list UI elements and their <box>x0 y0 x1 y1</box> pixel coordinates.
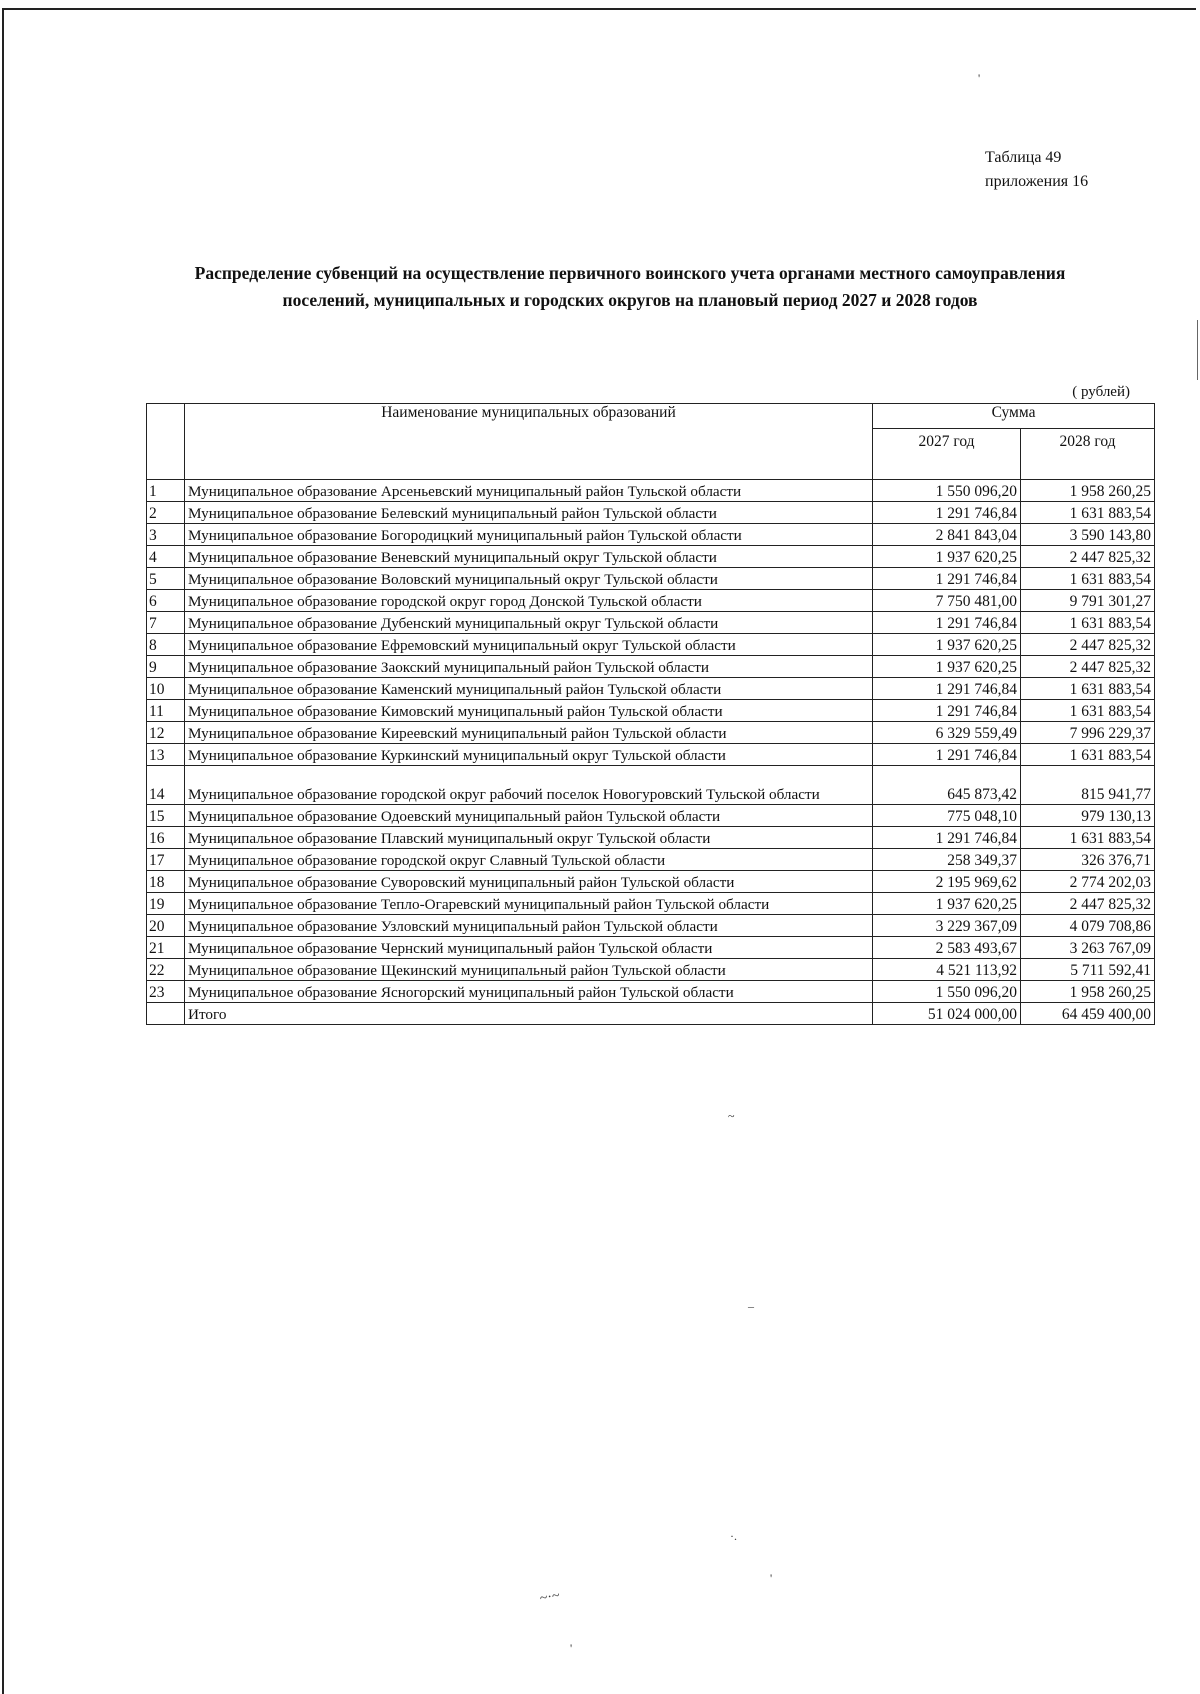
table-row <box>147 524 1155 546</box>
row-2027: 6 329 559,49 <box>873 722 1021 744</box>
row-2027: 1 937 620,25 <box>873 546 1021 568</box>
row-number: 23 <box>147 981 185 1003</box>
row-2028: 2 447 825,32 <box>1021 656 1155 678</box>
table-row <box>147 502 1155 524</box>
row-2027: 1 937 620,25 <box>873 656 1021 678</box>
scan-scribble: ~·~ <box>538 1588 561 1607</box>
title-line-1: Распределение субвенций на осуществление первичного воинского учета органами местного самоуправления <box>194 263 1066 283</box>
row-name: Муниципальное образование Веневский муниципальный округ Тульской области <box>185 546 873 568</box>
row-number: 4 <box>147 546 185 568</box>
row-name: Муниципальное образование Богородицкий муниципальный район Тульской области <box>185 524 873 546</box>
row-name: Муниципальное образование Щекинский муниципальный район Тульской области <box>185 959 873 981</box>
table-row <box>147 678 1155 700</box>
scan-edge-mark <box>1197 320 1198 380</box>
header-name: Наименование муниципальных образований <box>185 404 873 480</box>
row-2027: 645 873,42 <box>873 766 1021 805</box>
row-2027: 1 937 620,25 <box>873 893 1021 915</box>
row-name: Муниципальное образование Чернский муниципальный район Тульской области <box>185 937 873 959</box>
row-2027: 1 291 746,84 <box>873 827 1021 849</box>
row-number: 19 <box>147 893 185 915</box>
row-name: Муниципальное образование Заокский муниципальный район Тульской области <box>185 656 873 678</box>
scan-speck: ' <box>770 1571 773 1585</box>
table-row <box>147 827 1155 849</box>
table-number: Таблица 49 <box>985 149 1062 166</box>
row-number: 1 <box>147 480 185 502</box>
row-2028: 2 447 825,32 <box>1021 634 1155 656</box>
row-number: 20 <box>147 915 185 937</box>
document-title <box>140 260 1120 314</box>
row-name: Муниципальное образование Одоевский муниципальный район Тульской области <box>185 805 873 827</box>
row-2028: 815 941,77 <box>1021 766 1155 805</box>
row-2028: 3 590 143,80 <box>1021 524 1155 546</box>
table-row <box>147 959 1155 981</box>
row-number: 10 <box>147 678 185 700</box>
row-2027: 1 937 620,25 <box>873 634 1021 656</box>
table-row <box>147 656 1155 678</box>
row-name: Муниципальное образование Тепло-Огаревский муниципальный район Тульской области <box>185 893 873 915</box>
row-2028: 1 958 260,25 <box>1021 981 1155 1003</box>
table-row <box>147 722 1155 744</box>
table-row <box>147 480 1155 502</box>
row-2027: 2 195 969,62 <box>873 871 1021 893</box>
table-total-row <box>147 1003 1155 1025</box>
units-label: ( рублей) <box>1072 384 1130 400</box>
table-row <box>147 634 1155 656</box>
row-name: Муниципальное образование Дубенский муниципальный округ Тульской области <box>185 612 873 634</box>
row-name: Муниципальное образование Плавский муниципальный округ Тульской области <box>185 827 873 849</box>
table-row <box>147 546 1155 568</box>
row-number: 11 <box>147 700 185 722</box>
row-2028: 5 711 592,41 <box>1021 959 1155 981</box>
row-2027: 3 229 367,09 <box>873 915 1021 937</box>
row-2028: 9 791 301,27 <box>1021 590 1155 612</box>
row-name: Муниципальное образование Куркинский муниципальный округ Тульской области <box>185 744 873 766</box>
table-row <box>147 915 1155 937</box>
row-name: Муниципальное образование Киреевский муниципальный район Тульской области <box>185 722 873 744</box>
total-index <box>147 1003 185 1025</box>
scan-speck: ~ <box>728 1109 735 1123</box>
row-2028: 2 447 825,32 <box>1021 546 1155 568</box>
row-2027: 258 349,37 <box>873 849 1021 871</box>
row-2028: 979 130,13 <box>1021 805 1155 827</box>
row-2027: 1 291 746,84 <box>873 568 1021 590</box>
table-row <box>147 849 1155 871</box>
row-number: 7 <box>147 612 185 634</box>
header-index-cell <box>147 404 185 480</box>
row-2027: 1 291 746,84 <box>873 612 1021 634</box>
row-2027: 1 550 096,20 <box>873 981 1021 1003</box>
row-name: Муниципальное образование Узловский муниципальный район Тульской области <box>185 915 873 937</box>
row-2028: 1 958 260,25 <box>1021 480 1155 502</box>
row-2028: 1 631 883,54 <box>1021 612 1155 634</box>
header-2027: 2027 год <box>873 429 1021 480</box>
row-2027: 1 550 096,20 <box>873 480 1021 502</box>
table-reference <box>985 146 1088 194</box>
row-2028: 1 631 883,54 <box>1021 502 1155 524</box>
row-number: 15 <box>147 805 185 827</box>
row-number: 21 <box>147 937 185 959</box>
subvention-table <box>146 403 1155 1025</box>
scan-speck: ' <box>978 71 981 85</box>
table-row <box>147 612 1155 634</box>
row-number: 12 <box>147 722 185 744</box>
row-2028: 1 631 883,54 <box>1021 568 1155 590</box>
row-number: 22 <box>147 959 185 981</box>
row-number: 9 <box>147 656 185 678</box>
table-row <box>147 893 1155 915</box>
row-name: Муниципальное образование городской округ рабочий поселок Новогуровский Тульской области <box>185 766 873 805</box>
header-2028: 2028 год <box>1021 429 1155 480</box>
row-name: Муниципальное образование Суворовский муниципальный район Тульской области <box>185 871 873 893</box>
appendix-number: приложения 16 <box>985 173 1089 190</box>
table-row <box>147 744 1155 766</box>
row-2027: 7 750 481,00 <box>873 590 1021 612</box>
row-name: Муниципальное образование Каменский муниципальный район Тульской области <box>185 678 873 700</box>
row-number: 2 <box>147 502 185 524</box>
row-name: Муниципальное образование Воловский муниципальный округ Тульской области <box>185 568 873 590</box>
row-number: 17 <box>147 849 185 871</box>
row-2027: 1 291 746,84 <box>873 678 1021 700</box>
row-2027: 2 841 843,04 <box>873 524 1021 546</box>
row-2028: 1 631 883,54 <box>1021 744 1155 766</box>
row-number: 8 <box>147 634 185 656</box>
table-row <box>147 937 1155 959</box>
table-body <box>147 480 1155 1025</box>
row-2028: 7 996 229,37 <box>1021 722 1155 744</box>
row-name: Муниципальное образование городской округ город Донской Тульской области <box>185 590 873 612</box>
row-2027: 1 291 746,84 <box>873 744 1021 766</box>
table-row <box>147 871 1155 893</box>
row-name: Муниципальное образование городской округ Славный Тульской области <box>185 849 873 871</box>
scan-speck: ' <box>570 1641 573 1655</box>
table-row <box>147 981 1155 1003</box>
row-2028: 1 631 883,54 <box>1021 827 1155 849</box>
table-header-row <box>147 404 1155 429</box>
row-number: 6 <box>147 590 185 612</box>
title-line-2: поселений, муниципальных и городских округов на плановый период 2027 и 2028 годов <box>282 290 978 310</box>
row-2028: 4 079 708,86 <box>1021 915 1155 937</box>
table-row <box>147 568 1155 590</box>
row-2028: 1 631 883,54 <box>1021 678 1155 700</box>
row-2027: 775 048,10 <box>873 805 1021 827</box>
row-number: 14 <box>147 766 185 805</box>
header-sum: Сумма <box>873 404 1155 429</box>
row-number: 16 <box>147 827 185 849</box>
total-label: Итого <box>185 1003 873 1025</box>
row-name: Муниципальное образование Ефремовский муниципальный округ Тульской области <box>185 634 873 656</box>
row-name: Муниципальное образование Арсеньевский муниципальный район Тульской области <box>185 480 873 502</box>
table-row <box>147 805 1155 827</box>
table-row <box>147 700 1155 722</box>
row-2028: 2 774 202,03 <box>1021 871 1155 893</box>
total-2027: 51 024 000,00 <box>873 1003 1021 1025</box>
row-2027: 1 291 746,84 <box>873 502 1021 524</box>
row-2028: 3 263 767,09 <box>1021 937 1155 959</box>
row-2027: 1 291 746,84 <box>873 700 1021 722</box>
row-2028: 2 447 825,32 <box>1021 893 1155 915</box>
table-row <box>147 766 1155 805</box>
row-number: 13 <box>147 744 185 766</box>
row-2027: 2 583 493,67 <box>873 937 1021 959</box>
row-name: Муниципальное образование Белевский муниципальный район Тульской области <box>185 502 873 524</box>
row-name: Муниципальное образование Ясногорский муниципальный район Тульской области <box>185 981 873 1003</box>
row-name: Муниципальное образование Кимовский муниципальный район Тульской области <box>185 700 873 722</box>
row-2028: 326 376,71 <box>1021 849 1155 871</box>
row-2028: 1 631 883,54 <box>1021 700 1155 722</box>
row-2027: 4 521 113,92 <box>873 959 1021 981</box>
scan-speck: ·. <box>730 1529 737 1543</box>
total-2028: 64 459 400,00 <box>1021 1003 1155 1025</box>
row-number: 5 <box>147 568 185 590</box>
row-number: 3 <box>147 524 185 546</box>
scan-speck: – <box>748 1299 754 1313</box>
row-number: 18 <box>147 871 185 893</box>
table-row <box>147 590 1155 612</box>
